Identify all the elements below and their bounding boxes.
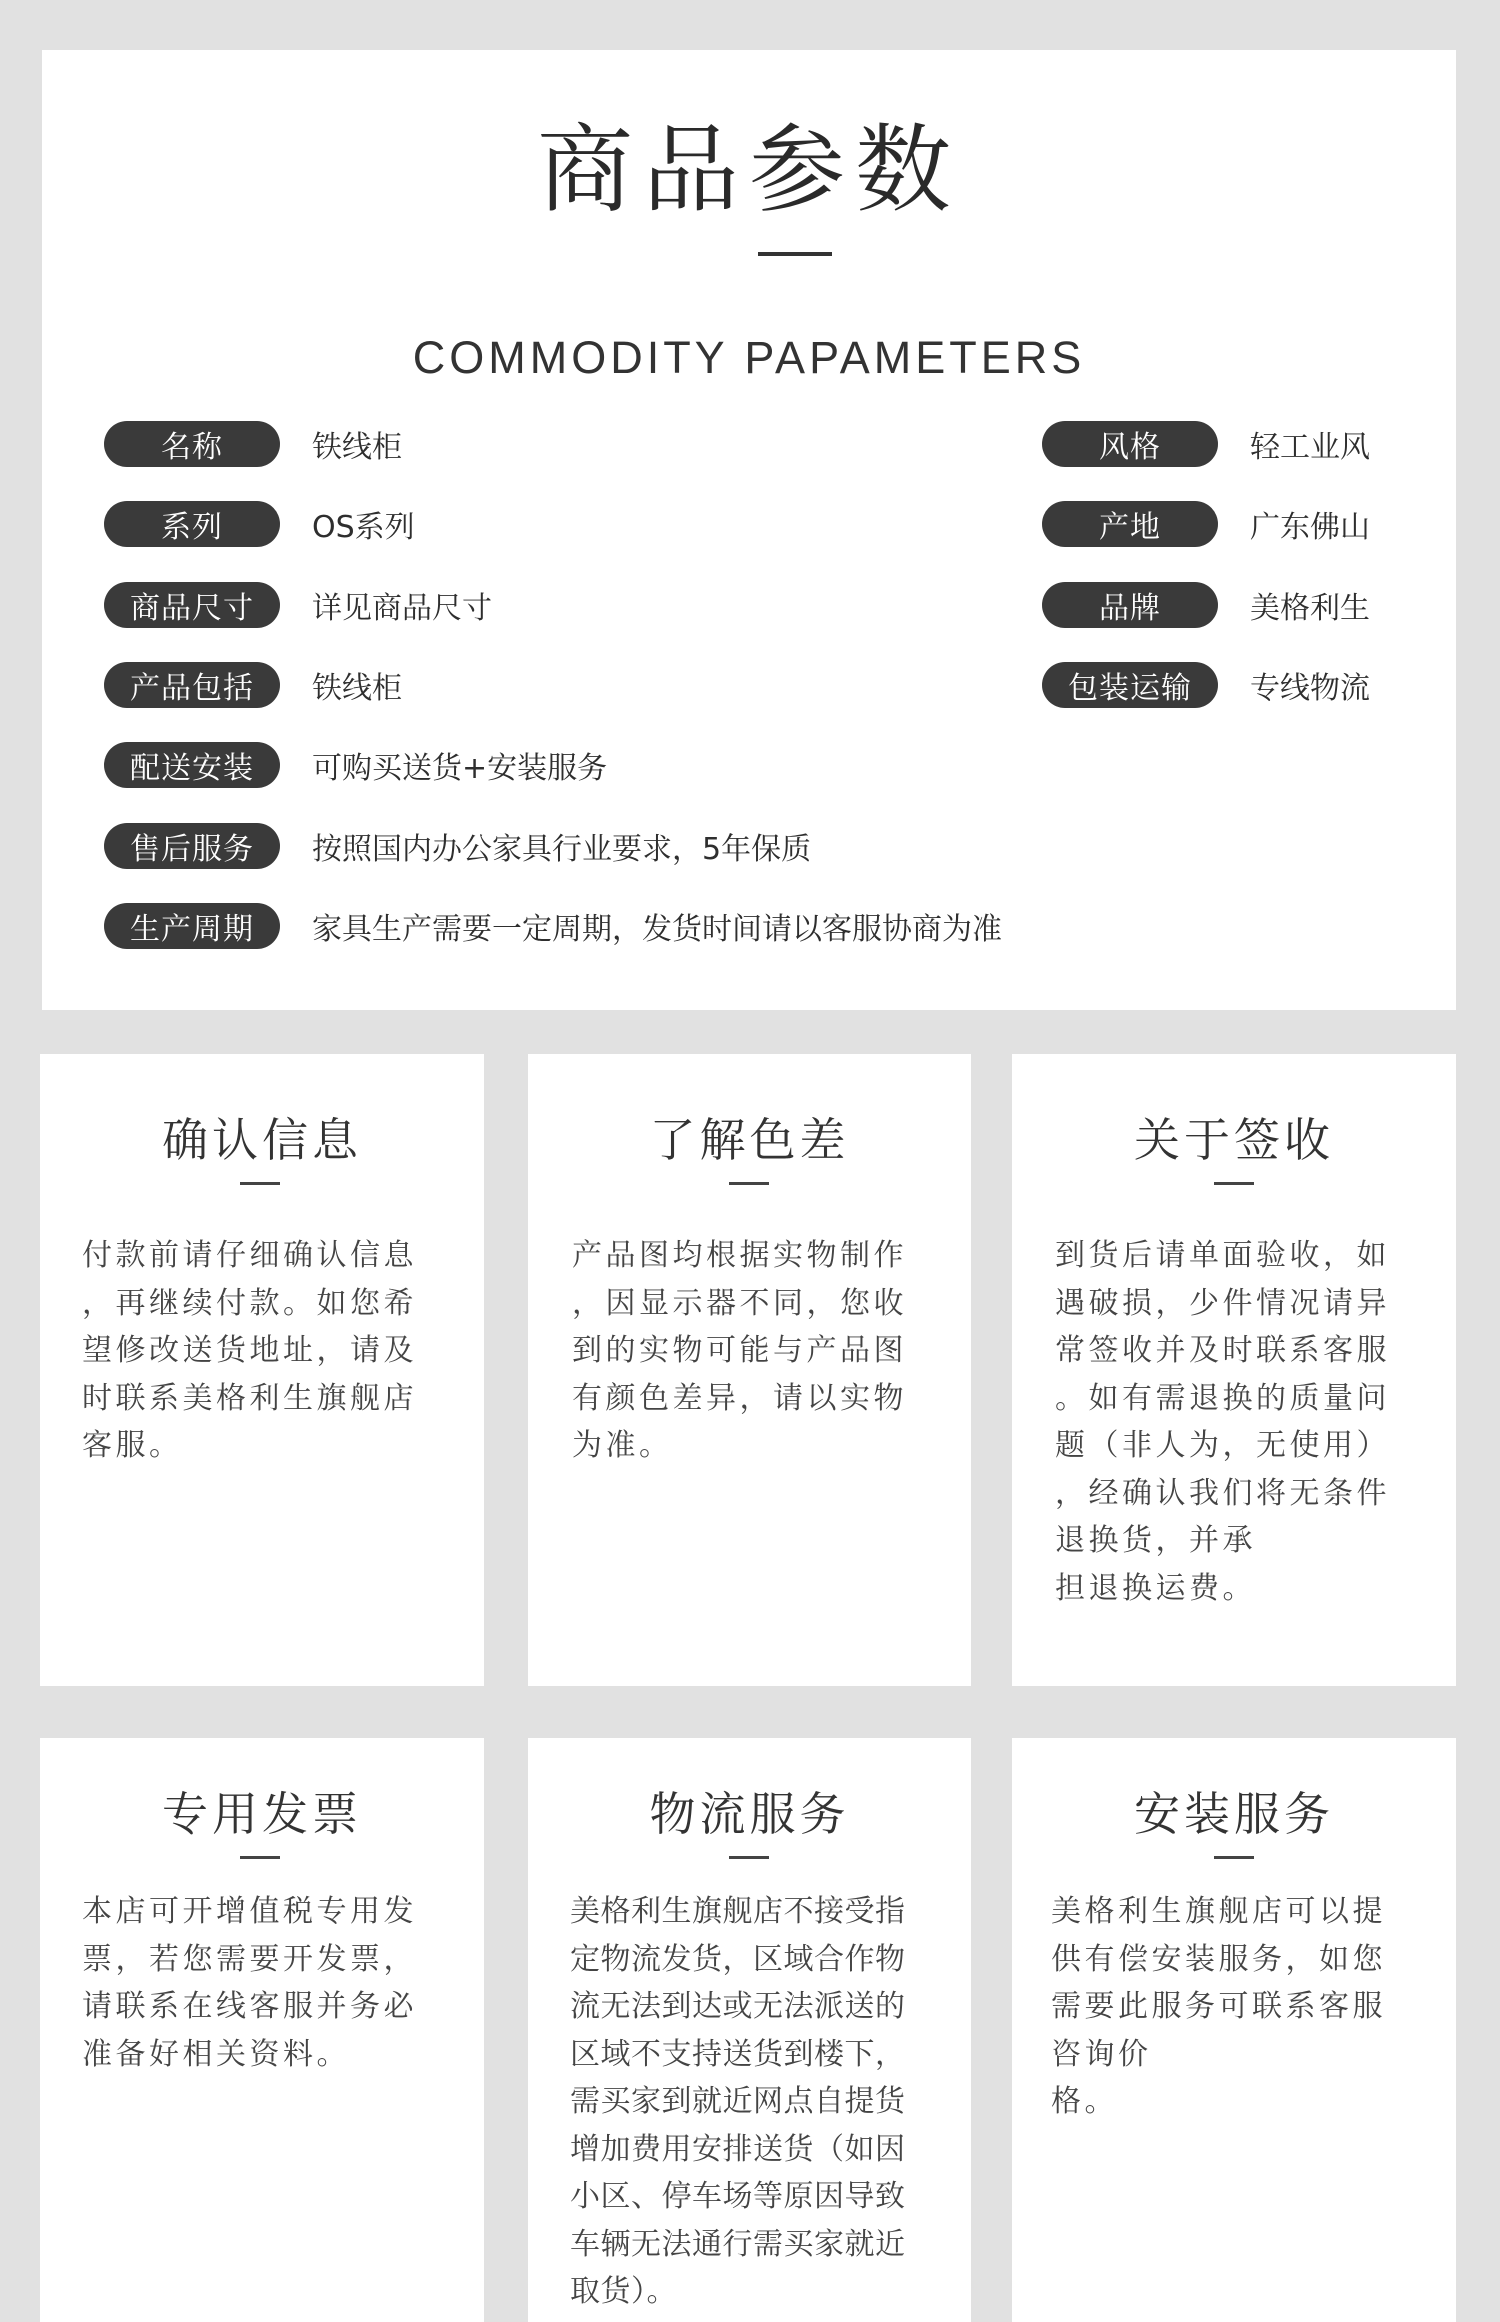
card-line: 供有偿安装服务，如您: [1051, 1941, 1386, 1977]
card-body: [82, 1232, 452, 1470]
param-row-brand: [1042, 581, 1370, 629]
param-row-after-sales: [104, 822, 811, 870]
param-value: 可购买送货+安装服务: [312, 751, 608, 786]
param-value: 美格利生: [1250, 591, 1370, 626]
info-card-receipt: [1012, 1054, 1456, 1686]
card-line: 请联系在线客服并务必: [82, 1989, 417, 2024]
card-line: 咨询价: [1051, 2036, 1152, 2072]
info-card-installation: [1012, 1738, 1456, 2322]
param-row-production: [104, 902, 1002, 950]
card-line: 时联系美格利生旗舰店: [82, 1380, 417, 1416]
param-value: OS系列: [312, 510, 415, 545]
title-divider: [758, 252, 832, 256]
card-line: 美格利生旗舰店可以提: [1051, 1894, 1386, 1929]
info-card-confirm: [40, 1054, 484, 1686]
card-line: 为准。: [572, 1428, 673, 1463]
param-label: 售后服务: [104, 823, 280, 869]
card-line: 定物流发货，区域合作物: [570, 1941, 906, 1977]
card-line: 需要此服务可联系客服: [1051, 1989, 1386, 2024]
param-value: 铁线柜: [312, 671, 402, 706]
param-label: 配送安装: [104, 742, 280, 788]
param-value: 铁线柜: [312, 430, 402, 465]
title-dash: [729, 1856, 769, 1859]
param-label: 包装运输: [1042, 662, 1218, 708]
card-line: 本店可开增值税专用发: [82, 1894, 417, 1929]
card-body: [82, 1888, 454, 2078]
param-value: 广东佛山: [1250, 510, 1370, 545]
info-card-color: [528, 1054, 971, 1686]
card-body: [1051, 1888, 1427, 2126]
param-value: 详见商品尺寸: [312, 591, 492, 626]
card-title: 了解色差: [649, 1113, 850, 1167]
card-line: 区域不支持送货到楼下，: [570, 2036, 906, 2072]
params-subtitle: COMMODITY PAPAMETERS: [412, 332, 1086, 383]
title-dash: [240, 1856, 280, 1859]
card-line: 格。: [1051, 2084, 1118, 2119]
card-line: 常签收并及时联系客服: [1055, 1333, 1390, 1368]
card-title: 专用发票: [162, 1787, 362, 1841]
card-line: 。如有需退换的质量问: [1055, 1380, 1390, 1416]
card-line: ，经确认我们将无条件: [1055, 1475, 1390, 1511]
param-label: 商品尺寸: [104, 582, 280, 628]
param-label: 系列: [104, 501, 280, 547]
card-line: ，再继续付款。如您希: [82, 1285, 417, 1321]
card-line: 客服。: [82, 1428, 183, 1463]
param-label: 产品包括: [104, 662, 280, 708]
card-line: 小区、停车场等原因导致: [570, 2179, 906, 2214]
info-card-logistics: [528, 1738, 971, 2322]
card-line: 流无法到达或无法派送的: [570, 1989, 906, 2024]
params-title: 商品参数: [537, 114, 961, 226]
card-line: 产品图均根据实物制作: [572, 1238, 907, 1273]
param-label: 名称: [104, 421, 280, 467]
card-title: 关于签收: [1134, 1113, 1334, 1167]
param-value: 家具生产需要一定周期，发货时间请以客服协商为准: [312, 912, 1002, 947]
card-line: ，因显示器不同，您收: [572, 1285, 907, 1321]
card-line: 票，若您需要开发票，: [82, 1941, 417, 1977]
param-label: 生产周期: [104, 903, 280, 949]
card-line: 退换货，并承: [1055, 1523, 1256, 1558]
title-dash: [240, 1182, 280, 1185]
params-card: [42, 50, 1456, 1010]
card-line: 到的实物可能与产品图: [572, 1333, 907, 1368]
param-label: 风格: [1042, 421, 1218, 467]
card-line: 付款前请仔细确认信息: [82, 1238, 417, 1273]
param-value: 专线物流: [1250, 671, 1370, 706]
card-body: [1055, 1232, 1427, 1612]
param-row-size: [104, 581, 492, 629]
card-title: 确认信息: [162, 1113, 362, 1167]
card-line: 有颜色差异，请以实物: [572, 1380, 907, 1416]
card-title: 物流服务: [649, 1787, 850, 1841]
param-row-name: [104, 420, 402, 468]
card-line: 需买家到就近网点自提货: [570, 2084, 906, 2119]
param-row-series: [104, 500, 415, 548]
param-row-delivery: [104, 741, 607, 789]
card-title: 安装服务: [1134, 1787, 1334, 1841]
title-dash: [1214, 1856, 1254, 1859]
param-label: 产地: [1042, 501, 1218, 547]
card-line: 遇破损，少件情况请异: [1055, 1285, 1390, 1321]
info-card-invoice: [40, 1738, 484, 2322]
card-line: 增加费用安排送货（如因: [570, 2131, 906, 2167]
card-line: 美格利生旗舰店不接受指: [570, 1894, 906, 1929]
card-line: 到货后请单面验收，如: [1055, 1238, 1390, 1273]
card-line: 题（非人为，无使用）: [1055, 1428, 1390, 1463]
param-value: 轻工业风: [1250, 430, 1370, 465]
title-dash: [729, 1182, 769, 1185]
card-line: 准备好相关资料。: [82, 2036, 350, 2072]
param-row-origin: [1042, 500, 1370, 548]
param-row-shipping: [1042, 661, 1370, 709]
card-body: [572, 1232, 942, 1470]
card-line: 望修改送货地址，请及: [82, 1333, 417, 1368]
card-line: 车辆无法通行需买家就近: [570, 2226, 906, 2262]
param-value: 按照国内办公家具行业要求，5年保质: [312, 832, 812, 867]
card-line: 取货）。: [570, 2274, 677, 2309]
param-row-contents: [104, 661, 402, 709]
card-line: 担退换运费。: [1055, 1570, 1256, 1606]
title-dash: [1214, 1182, 1254, 1185]
param-label: 品牌: [1042, 582, 1218, 628]
param-row-style: [1042, 420, 1370, 468]
card-body: [570, 1888, 950, 2316]
